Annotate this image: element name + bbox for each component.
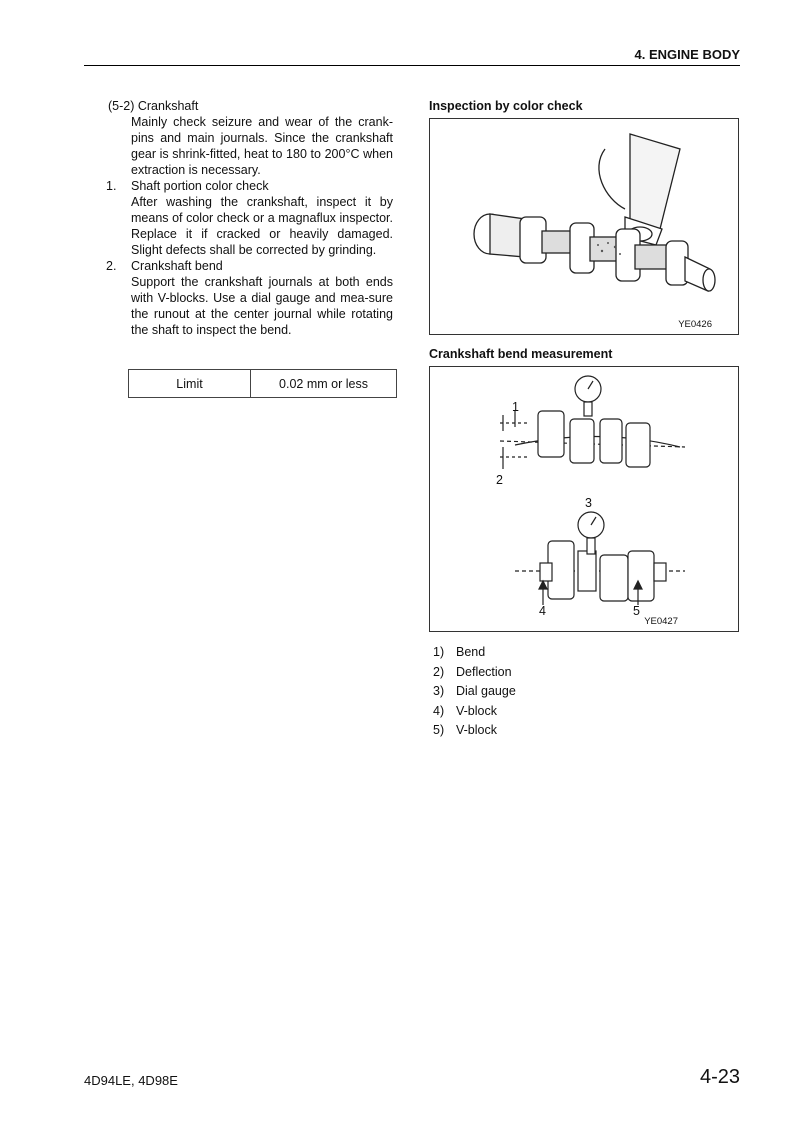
figure-legend — [433, 643, 516, 741]
crankshaft-spray-illustration — [430, 119, 738, 334]
legend-number: 3) — [433, 684, 445, 698]
legend-item — [433, 721, 516, 741]
item-text: Support the crankshaft journals at both ends with V-blocks. Use a dial gauge and mea-sure the runout at the center journal while rotating the shaft to inspect the bend. — [131, 275, 393, 337]
limit-value: 0.02 mm or less — [251, 370, 397, 398]
legend-text: Deflection — [456, 664, 512, 679]
callout-1: 1 — [512, 400, 519, 414]
legend-number: 2) — [433, 664, 445, 679]
crankshaft-section — [108, 98, 393, 338]
item-label: Crankshaft bend — [131, 259, 223, 273]
legend-text: V-block — [456, 723, 497, 737]
callout-2: 2 — [496, 473, 503, 487]
legend-item — [433, 663, 516, 683]
section-intro: Mainly check seizure and wear of the crank-pins and main journals. Since the crankshaft gear is shrink-fitted, heat to 180 to 200°C when extraction is necessary. — [131, 115, 393, 177]
list-item-color-check — [106, 178, 393, 194]
section-header: 4. ENGINE BODY — [634, 47, 740, 62]
legend-number: 1) — [433, 645, 445, 659]
figure2-title: Crankshaft bend measurement — [429, 347, 613, 361]
page-number: 4-23 — [699, 1066, 740, 1088]
section-heading: (5-2) Crankshaft — [108, 99, 199, 113]
figure1-title: Inspection by color check — [429, 99, 583, 113]
item-number: 1. — [106, 179, 117, 193]
item-label: Shaft portion color check — [131, 179, 269, 193]
table-row — [129, 370, 397, 398]
list-item-bend — [106, 258, 393, 274]
legend-item — [433, 643, 516, 663]
legend-item — [433, 702, 516, 722]
item-number: 2. — [106, 259, 117, 273]
legend-number: 5) — [433, 723, 445, 737]
callout-5: 5 — [633, 604, 640, 618]
figure2-code: YE0427 — [644, 616, 678, 627]
bend-measurement-figure — [429, 366, 739, 632]
limit-table — [128, 369, 397, 398]
color-check-figure — [429, 118, 739, 335]
callout-4: 4 — [539, 604, 546, 618]
callout-3: 3 — [585, 496, 592, 510]
figure1-code: YE0426 — [678, 319, 712, 330]
bend-measurement-diagram — [430, 367, 738, 631]
header-rule — [84, 65, 740, 66]
legend-item — [433, 682, 516, 702]
footer-models: 4D94LE, 4D98E — [84, 1073, 178, 1088]
limit-label: Limit — [129, 370, 251, 398]
item-text: After washing the crankshaft, inspect it by means of color check or a magnaflux inspector. Replace it if cracked or heavily damaged. Slight defects shall be corrected by grinding. — [131, 195, 393, 257]
legend-text: Bend — [456, 645, 486, 659]
legend-text: V-block — [456, 703, 497, 718]
legend-number: 4) — [433, 703, 445, 718]
legend-text: Dial gauge — [456, 684, 516, 698]
